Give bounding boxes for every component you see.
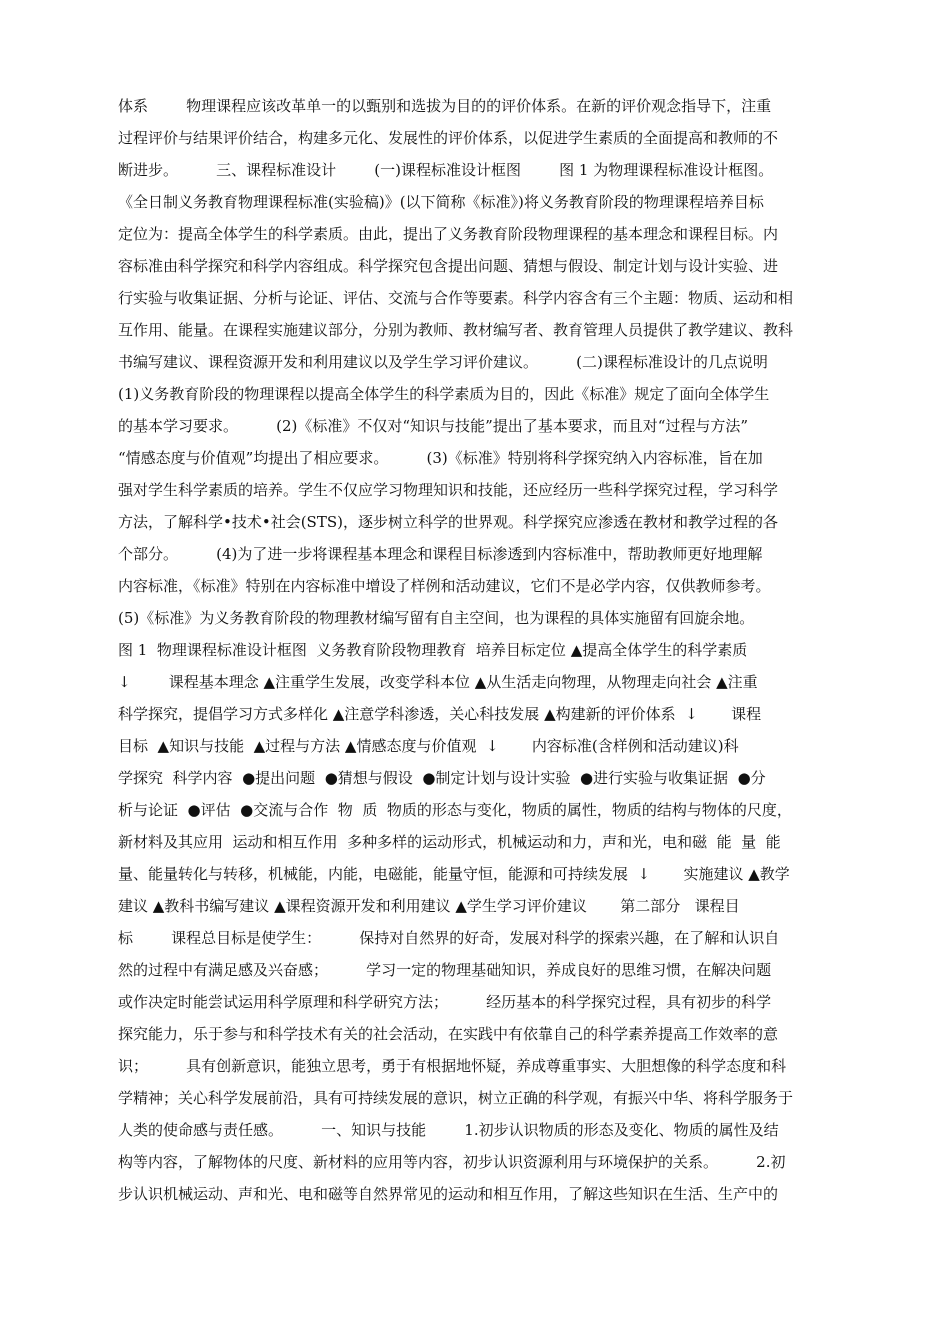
text-line: 强对学生科学素质的培养。学生不仅应学习物理知识和技能，还应经历一些科学探究过程，学习科学	[118, 481, 779, 499]
text-line: 《全日制义务教育物理课程标准(实验稿)》(以下简称《标准》)将义务教育阶段的物理课程培养目标	[118, 193, 764, 211]
text-line: 过程评价与结果评价结合，构建多元化、发展性的评价体系，以促进学生素质的全面提高和教师的不	[118, 129, 779, 147]
text-line: 目标 ▲知识与技能 ▲过程与方法 ▲情感态度与价值观 ↓ 内容标准(含样例和活动建议)科	[118, 737, 739, 755]
text-line: 书编写建议、课程资源开发和利用建议以及学生学习评价建议。 (二)课程标准设计的几点说明	[118, 353, 768, 371]
text-line: 识； 具有创新意识，能独立思考，勇于有根据地怀疑，养成尊重事实、大胆想像的科学态度和科	[118, 1057, 787, 1075]
text-line: 断进步。 三、课程标准设计 (一)课程标准设计框图 图 1 为物理课程标准设计框图。	[118, 161, 774, 179]
text-line: 定位为：提高全体学生的科学素质。由此，提出了义务教育阶段物理课程的基本理念和课程目标。内	[118, 225, 779, 243]
text-line: 学探究 科学内容 ●提出问题 ●猜想与假设 ●制定计划与设计实验 ●进行实验与收集证据 ●分	[118, 769, 766, 787]
text-line: 析与论证 ●评估 ●交流与合作 物 质 物质的形态与变化，物质的属性，物质的结构与物体的尺度，	[118, 801, 792, 819]
text-line: ↓ 课程基本理念 ▲注重学生发展，改变学科本位 ▲从生活走向物理，从物理走向社会 ▲注重	[118, 673, 758, 691]
text-line: 内容标准，《标准》特别在内容标准中增设了样例和活动建议，它们不是必学内容，仅供教师参考。	[118, 577, 771, 595]
text-line: (1)义务教育阶段的物理课程以提高全体学生的科学素质为目的，因此《标准》规定了面向全体学生	[118, 385, 770, 403]
text-line: 标 课程总目标是使学生： 保持对自然界的好奇，发展对科学的探索兴趣，在了解和认识自	[118, 929, 780, 947]
text-line: 科学探究，提倡学习方式多样化 ▲注意学科渗透，关心科技发展 ▲构建新的评价体系 ↓ 课程	[118, 705, 762, 723]
text-line: 图 1 物理课程标准设计框图 义务教育阶段物理教育 培养目标定位 ▲提高全体学生的科学素质	[118, 641, 748, 659]
text-line: 新材料及其应用 运动和相互作用 多种多样的运动形式，机械运动和力，声和光，电和磁 能 量 能	[118, 833, 781, 851]
body-text	[118, 90, 842, 1210]
text-line: 探究能力，乐于参与和科学技术有关的社会活动，在实践中有依靠自己的科学素养提高工作效率的意	[118, 1025, 779, 1043]
text-line: “情感态度与价值观”均提出了相应要求。 (3)《标准》特别将科学探究纳入内容标准，旨在加	[118, 449, 763, 467]
text-line: 建议 ▲教科书编写建议 ▲课程资源开发和利用建议 ▲学生学习评价建议 第二部分 课程目	[118, 897, 740, 915]
text-line: 行实验与收集证据、分析与论证、评估、交流与合作等要素。科学内容含有三个主题：物质、运动和相	[118, 289, 794, 307]
text-line: 学精神；关心科学发展前沿，具有可持续发展的意识，树立正确的科学观，有振兴中华、将科学服务于	[118, 1089, 794, 1107]
text-line: 人类的使命感与责任感。 一、知识与技能 1.初步认识物质的形态及变化、物质的属性及结	[118, 1121, 779, 1139]
text-line: 体系 物理课程应该改革单一的以甄别和选拔为目的的评价体系。在新的评价观念指导下，注重	[118, 97, 772, 115]
text-line: (5)《标准》为义务教育阶段的物理教材编写留有自主空间，也为课程的具体实施留有回旋余地。	[118, 609, 755, 627]
text-line: 或作决定时能尝试运用科学原理和科学研究方法； 经历基本的科学探究过程，具有初步的科学	[118, 993, 772, 1011]
text-line: 个部分。 (4)为了进一步将课程基本理念和课程目标渗透到内容标准中，帮助教师更好地理解	[118, 545, 763, 563]
text-line: 步认识机械运动、声和光、电和磁等自然界常见的运动和相互作用，了解这些知识在生活、生产中的	[118, 1185, 779, 1203]
text-line: 方法，了解科学•技术•社会(STS)，逐步树立科学的世界观。科学探究应渗透在教材和教学过程的各	[118, 513, 778, 531]
text-line: 互作用、能量。在课程实施建议部分，分别为教师、教材编写者、教育管理人员提供了教学建议、教科	[118, 321, 794, 339]
text-line: 然的过程中有满足感及兴奋感； 学习一定的物理基础知识，养成良好的思维习惯，在解决问题	[118, 961, 772, 979]
text-line: 的基本学习要求。 (2)《标准》不仅对“知识与技能”提出了基本要求，而且对“过程与方法”	[118, 417, 749, 435]
text-line: 容标准由科学探究和科学内容组成。科学探究包含提出问题、猜想与假设、制定计划与设计实验、进	[118, 257, 779, 275]
text-line: 构等内容，了解物体的尺度、新材料的应用等内容，初步认识资源利用与环境保护的关系。 2.初	[118, 1153, 786, 1171]
text-line: 量、能量转化与转移，机械能，内能，电磁能，能量守恒，能源和可持续发展 ↓ 实施建议 ▲教学	[118, 865, 790, 883]
